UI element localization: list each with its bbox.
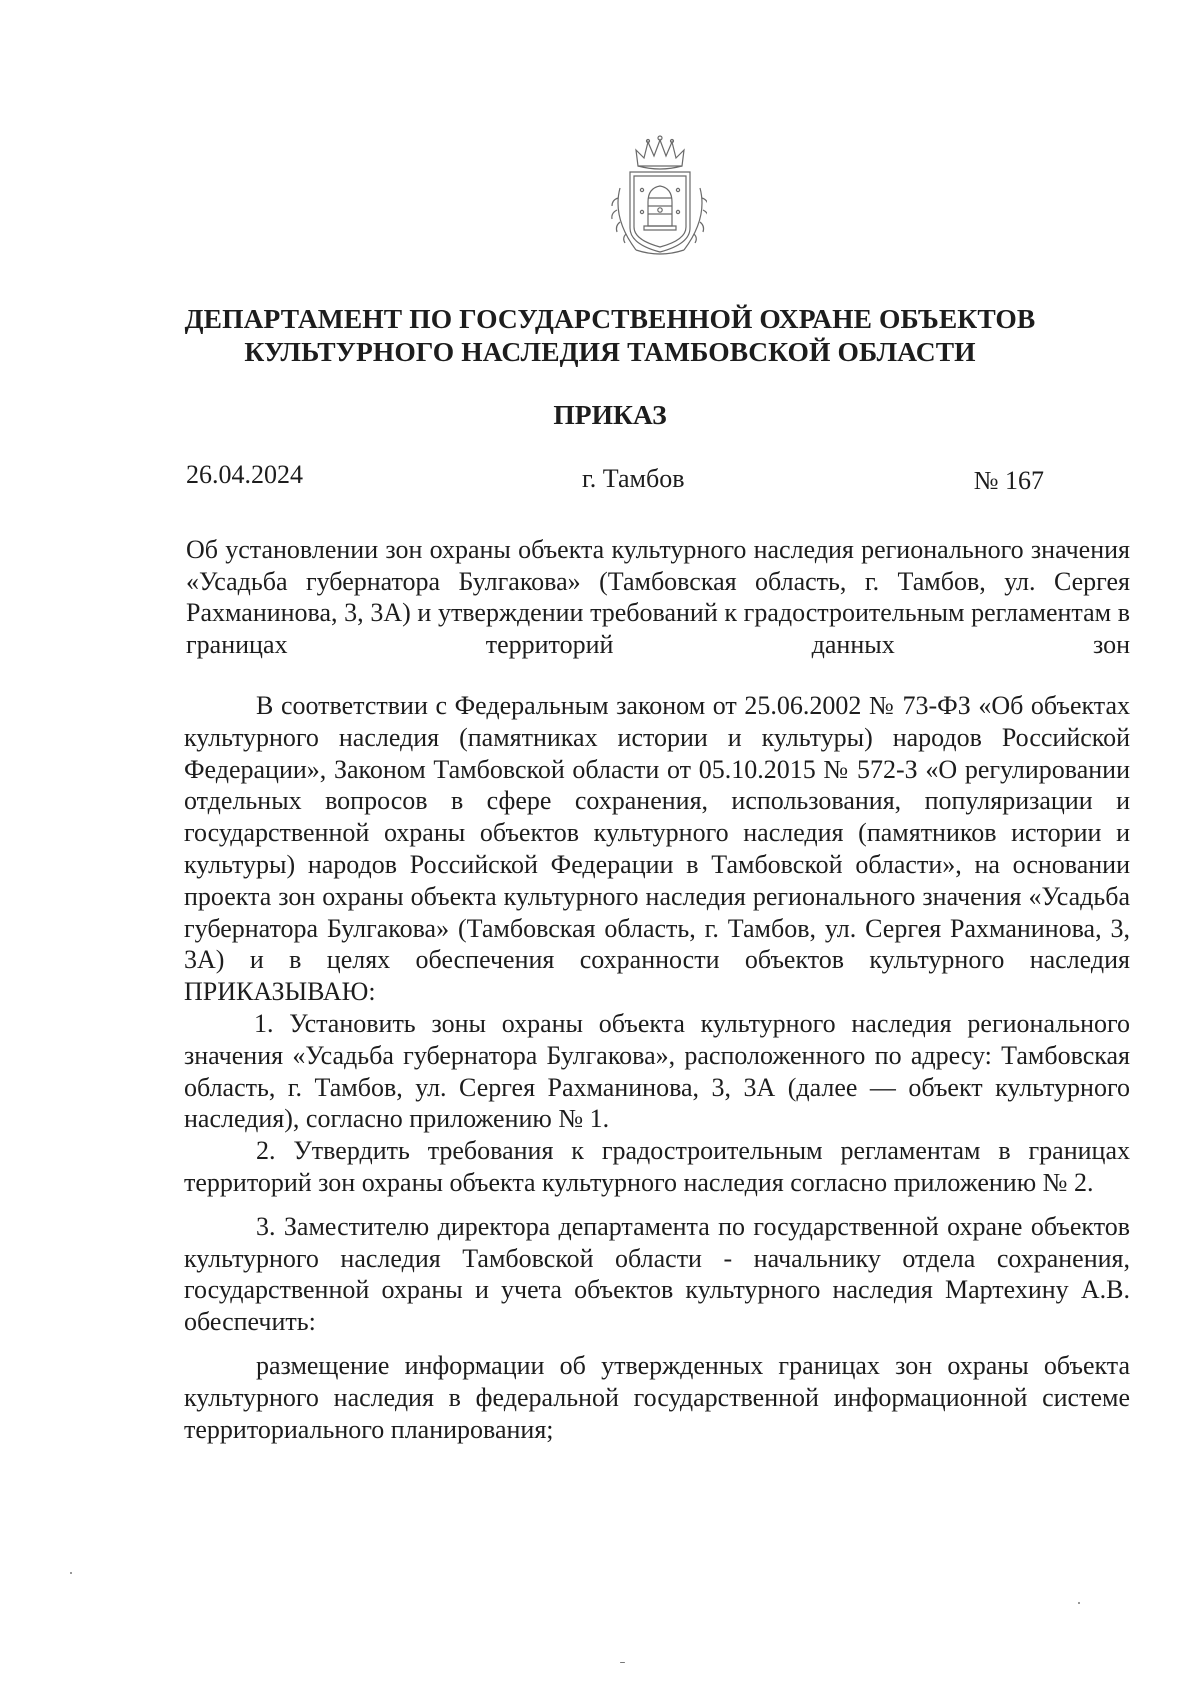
document-city: г. Тамбов (582, 464, 685, 493)
document-type: ПРИКАЗ (553, 399, 667, 430)
document-number: № 167 (973, 466, 1044, 495)
scan-speck (1078, 1602, 1080, 1604)
document-date: 26.04.2024 (186, 460, 303, 489)
tambov-coat-of-arms-icon (602, 128, 707, 260)
department-name (150, 302, 1070, 368)
scan-speck (70, 1572, 72, 1574)
scan-speck (620, 1662, 625, 1663)
department-name-line2: КУЛЬТУРНОГО НАСЛЕДИЯ ТАМБОВСКОЙ ОБЛАСТИ (244, 336, 976, 367)
order-item-3-subitem: размещение информации об утвержденных границах зон охраны объекта культурного наследия в федеральной государственной информационной системе территориального планирования; (184, 1350, 1130, 1444)
department-name-line1: ДЕПАРТАМЕНТ ПО ГОСУДАРСТВЕННОЙ ОХРАНЕ ОБЪЕКТОВ (184, 303, 1036, 334)
order-item-3: 3. Заместителю директора департамента по государственной охране объектов культурного наследия Тамбовской области - начальнику отдела сохранения, государственной охраны и учета объектов культурного наследия Мартехину А.В. обеспечить: (184, 1211, 1130, 1337)
preamble-paragraph: В соответствии с Федеральным законом от 25.06.2002 № 73-ФЗ «Об объектах культурного наследия (памятниках истории и культуры) народов Российской Федерации», Законом Тамбовской области от 05.10.2015 № 572-З «О регулировании отдельных вопросов в сфере сохранения, использования, популяризации и государственной охраны объектов культурного наследия (памятников истории и культуры) народов Российской Федерации в Тамбовской области», на основании проекта зон охраны объекта культурного наследия регионального значения «Усадьба губернатора Булгакова» (Тамбовская область, г. Тамбов, ул. Сергея Рахманинова, 3, 3А) и в целях обеспечения сохранности объектов культурного наследия ПРИКАЗЫВАЮ: (184, 691, 1130, 1007)
order-item-1: 1. Установить зоны охраны объекта культурного наследия регионального значения «Усадьба губернатора Булгакова», расположенного по адресу: Тамбовская область, г. Тамбов, ул. Сергея Рахманинова, 3, 3А (далее — объект культурного наследия), согласно приложению № 1. (184, 1008, 1130, 1134)
order-item-2: 2. Утвердить требования к градостроительным регламентам в границах территорий зон охраны объекта культурного наследия согласно приложению № 2. (184, 1136, 1130, 1197)
document-body (184, 690, 1130, 1445)
document-subject: Об установлении зон охраны объекта культурного наследия регионального значения «Усадьба губернатора Булгакова» (Тамбовская область, г. Тамбов, ул. Сергея Рахманинова, 3, 3А) и утверждении требований к градостроительным регламентам в границах территорий данных зон (186, 535, 1130, 659)
